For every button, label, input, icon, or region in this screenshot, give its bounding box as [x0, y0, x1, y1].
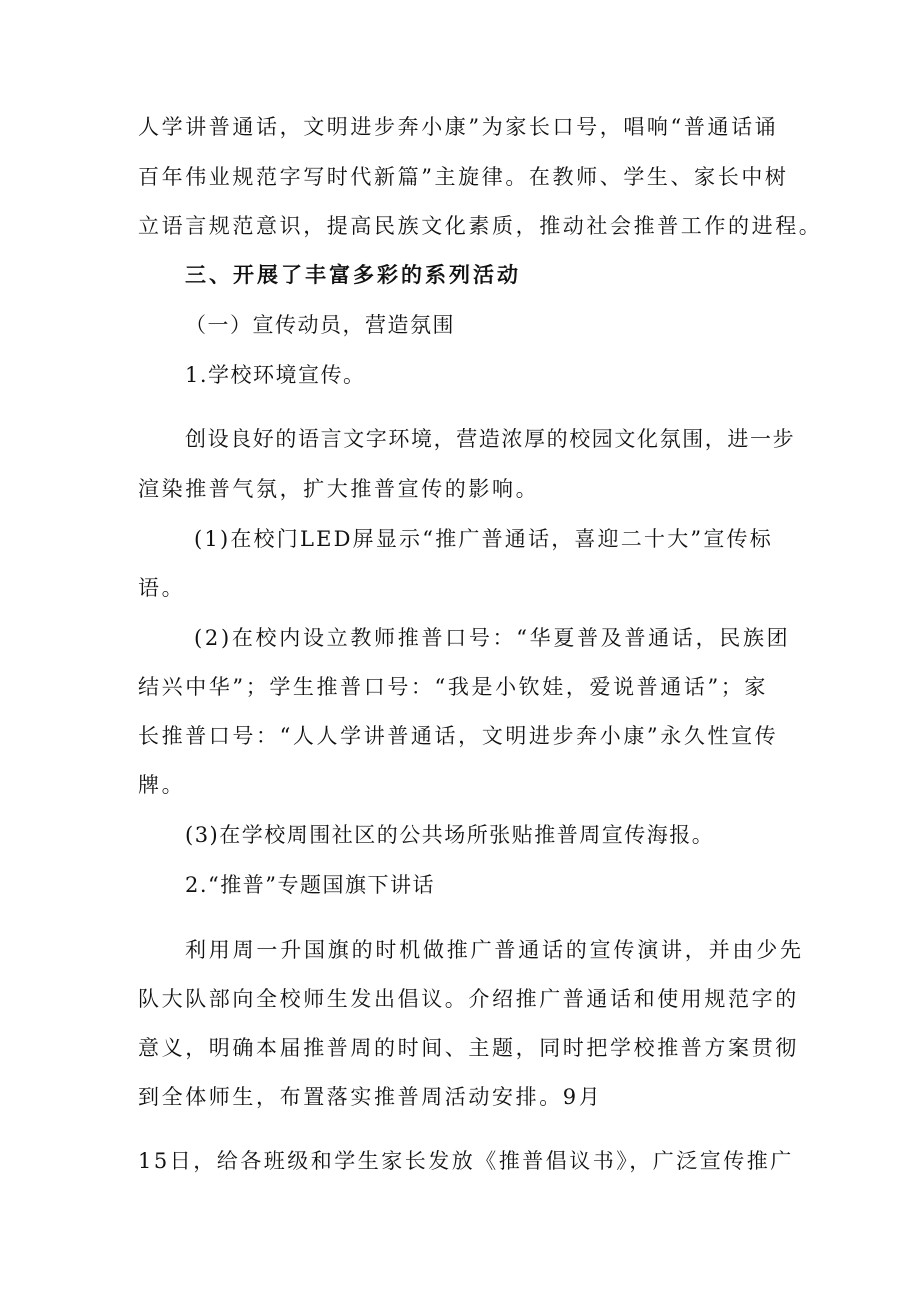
paragraph-line: 利用周一升国旗的时机做推广普通话的宣传演讲，并由少先: [185, 938, 804, 962]
paragraph-line: 结兴中华”；学生推普口号：“我是小钦娃，爱说普通话”；家: [138, 675, 769, 699]
paragraph-line: 长推普口号：“人人学讲普通话，文明进步奔小康”永久性宣传: [138, 724, 779, 748]
list-item: (1)在校门LED屏显示“推广普通话，喜迎二十大”宣传标: [194, 527, 773, 551]
subsection-heading: （一）宣传动员，营造氛围: [185, 313, 455, 337]
list-item: (3)在学校周围社区的公共场所张贴推普周宣传海报。: [185, 823, 715, 847]
paragraph-line: 渲染推普气氛，扩大推普宣传的影响。: [138, 477, 540, 501]
paragraph-line: 牌。: [138, 773, 186, 797]
paragraph-line: 百年伟业规范字写时代新篇”主旋律。在教师、学生、家长中树: [138, 165, 789, 189]
paragraph-line: 15日，给各班级和学生家长发放《推普倡议书》，广泛宣传推广: [138, 1149, 794, 1173]
paragraph-line: 到全体师生，布置落实推普周活动安排。9月: [138, 1085, 603, 1109]
list-item: (2)在校内设立教师推普口号：“华夏普及普通话，民族团: [194, 626, 791, 650]
paragraph-line: 创设良好的语言文字环境，营造浓厚的校园文化氛围，进一步: [185, 427, 796, 451]
paragraph-line: 意义，明确本届推普周的时间、主题，同时把学校推普方案贯彻: [138, 1036, 799, 1060]
paragraph-line: 队大队部向全校师生发出倡议。介绍推广普通话和使用规范字的: [138, 987, 799, 1011]
paragraph-line: 语。: [138, 576, 186, 600]
item-heading: 1.学校环境宣传。: [185, 363, 366, 387]
paragraph-line: 人学讲普通话，文明进步奔小康”为家长口号，唱响“普通话诵: [138, 115, 779, 139]
paragraph-line: 立语言规范意识，提高民族文化素质，推动社会推普工作的进程。: [138, 214, 823, 238]
section-heading: 三、开展了丰富多彩的系列活动: [185, 262, 521, 287]
item-heading: 2.“推普”专题国旗下讲话: [185, 873, 436, 897]
